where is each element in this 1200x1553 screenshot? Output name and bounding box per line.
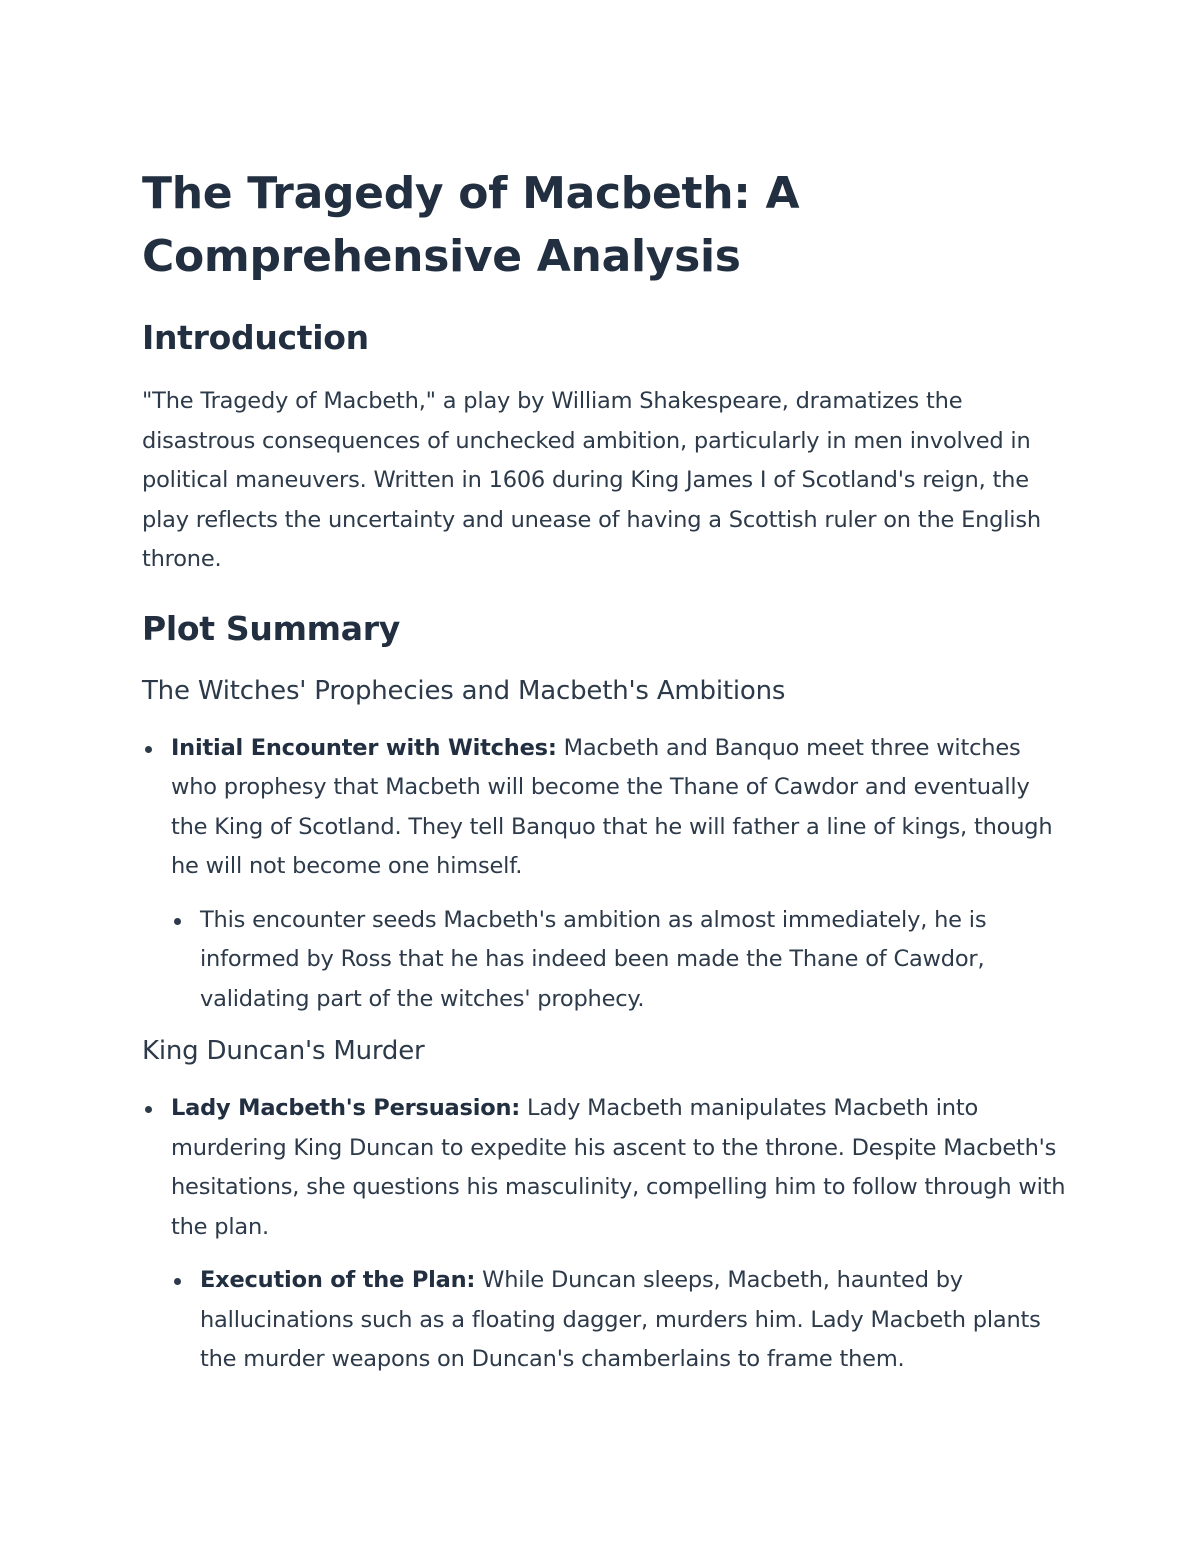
heading-witches-prophecies: The Witches' Prophecies and Macbeth's Ambitions [142,675,786,706]
nested-list [171,1261,1072,1380]
nested-list-item [171,1261,1072,1380]
document-title: The Tragedy of Macbeth: A Comprehensive Analysis [142,168,800,282]
list-item-label: Initial Encounter with Witches: [171,734,557,761]
nested-list-item [171,901,1072,1020]
heading-introduction: Introduction [142,318,369,357]
list-item [142,1089,1072,1380]
nested-list-item-label: Execution of the Plan: [200,1267,476,1293]
heading-duncans-murder: King Duncan's Murder [142,1036,425,1066]
heading-plot-summary: Plot Summary [142,608,400,648]
duncan-list [142,1089,1072,1380]
list-item [142,729,1072,1020]
list-item-text: Macbeth and Banquo meet three witches who prophesy that Macbeth will become the Thane of Cawdor and eventually the King of Scotland. They tell Banquo that he will father a line of kings, though he will not become one himself. [171,734,1053,879]
list-item-label: Lady Macbeth's Persuasion: [171,1095,521,1121]
introduction-paragraph: "The Tragedy of Macbeth," a play by William Shakespeare, dramatizes the disastrous consequences of unchecked ambition, particularly in men involved in political maneuvers. Written in 1606 during King James I of Scotland's reign, the play reflects the uncertainty and unease of having a Scottish ruler on the English throne. [142,388,1041,572]
nested-list-item-text: While Duncan sleeps, Macbeth, haunted by hallucinations such as a floating dagger, murders him. Lady Macbeth plants the murder weapons on Duncan's chamberlains to frame them. [200,1267,1041,1372]
document-page [142,162,1072,1380]
list-item-text: Lady Macbeth manipulates Macbeth into murdering King Duncan to expedite his ascent to the throne. Despite Macbeth's hesitations, she questions his masculinity, compelling him to follow through with the plan. [171,1095,1066,1240]
witches-list [142,729,1072,1020]
nested-list-item-text: This encounter seeds Macbeth's ambition as almost immediately, he is informed by Ross that he has indeed been made the Thane of Cawdor, validating part of the witches' prophecy. [200,906,987,1012]
nested-list [171,901,1072,1020]
